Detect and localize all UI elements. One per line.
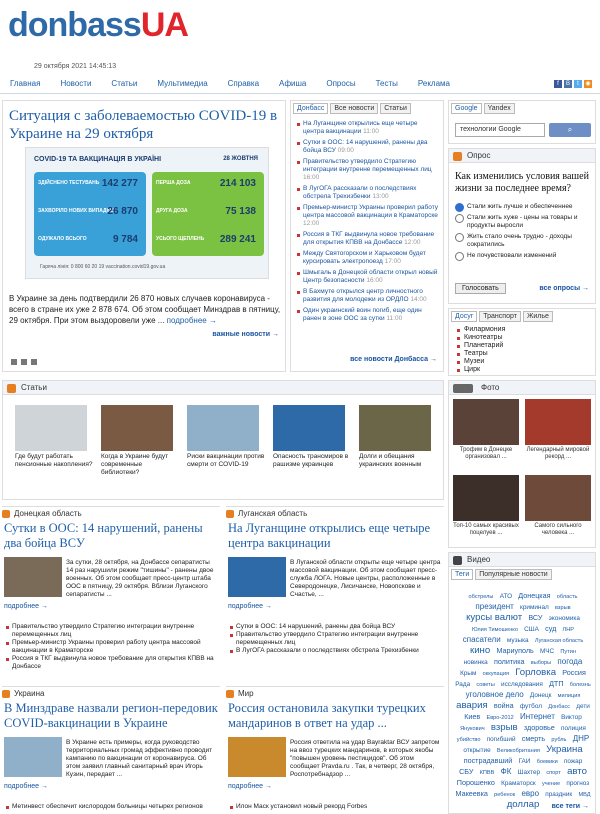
tag-link[interactable]: суд bbox=[545, 624, 557, 633]
leisure-item[interactable]: Театры bbox=[457, 350, 587, 358]
tag-link[interactable]: Виктор bbox=[561, 714, 582, 721]
tag-link[interactable]: дети bbox=[576, 703, 590, 710]
all-tags-link[interactable]: все теги → bbox=[551, 803, 589, 810]
news-item[interactable]: В Бахмуте открылся центр личностного развития для молодежи из ОРДЛО 14:00 bbox=[297, 288, 439, 304]
region-more-link[interactable]: подробнее → bbox=[4, 783, 49, 790]
main-story-more-link[interactable]: подробнее → bbox=[166, 316, 217, 325]
tag-link[interactable]: война bbox=[493, 701, 514, 710]
rss-icon bbox=[7, 384, 16, 393]
news-item[interactable]: Один украинский воин погиб, еще один ранен в зоне ООС за сутки 11:00 bbox=[297, 307, 439, 323]
infographic-cases-panel: ЗДІЙСНЕНО ТЕСТУВАНЬ 142 277 ЗАХВОРІЛО НОВИХ ВИПАДКІВ 26 870 ОДУЖАЛО ВСЬОГО 9 784 bbox=[34, 172, 146, 256]
tag-link[interactable]: Донбасс bbox=[548, 704, 571, 710]
region-more-link[interactable]: подробнее → bbox=[228, 603, 273, 610]
region-title[interactable]: Сутки в ООС: 14 нарушений, ранены два бойца ВСУ bbox=[4, 521, 203, 550]
search-input[interactable]: технологии Google bbox=[455, 123, 545, 137]
tag-link[interactable]: доллар bbox=[506, 799, 540, 810]
tag-link[interactable]: ДНР bbox=[572, 734, 590, 743]
nav-item-reference[interactable]: Справка bbox=[227, 79, 260, 88]
camera-icon bbox=[453, 384, 473, 393]
nav-item-tests[interactable]: Тесты bbox=[375, 79, 398, 88]
tag-link[interactable]: ДТП bbox=[549, 679, 564, 688]
main-story bbox=[2, 100, 286, 372]
tab-leisure[interactable]: Досуг bbox=[451, 311, 477, 322]
tag-link[interactable]: погибший bbox=[486, 736, 516, 743]
tag-link[interactable]: открытие bbox=[463, 747, 491, 754]
region-title[interactable]: На Луганщине открылись еще четыре центра вакцинации bbox=[228, 521, 431, 550]
news-item[interactable]: Между Святогорском и Харьковом будет курсировать электропоезд 17:00 bbox=[297, 250, 439, 266]
tag-link[interactable]: Юлия Тимошенко bbox=[472, 627, 518, 633]
news-box bbox=[290, 100, 444, 372]
rss-icon bbox=[226, 510, 234, 518]
tab-donbass[interactable]: Донбасс bbox=[293, 103, 328, 114]
tag-link[interactable]: Путин bbox=[560, 649, 576, 655]
covid-infographic[interactable] bbox=[25, 147, 269, 279]
news-item[interactable]: На Луганщине открылись еще четыре центра вакцинации 11:00 bbox=[297, 120, 439, 136]
rss-icon bbox=[226, 690, 234, 698]
main-nav bbox=[0, 78, 600, 94]
tag-link[interactable]: Янукович bbox=[460, 726, 485, 732]
vk-icon[interactable]: B bbox=[565, 81, 570, 87]
leisure-item[interactable]: Кинотеатры bbox=[457, 334, 587, 342]
tag-link[interactable]: болезнь bbox=[569, 682, 591, 688]
region-body: В Луганской области открыты еще четыре центра массовой вакцинации. Об этом сообщает пресс-служба ЛОГА. Новые центры, расположенные в Северодонецке, Лисичанске, Новопскове и Счастье, ... bbox=[290, 559, 441, 598]
nav-item-multimedia[interactable]: Мультимедиа bbox=[157, 79, 208, 88]
region-list-item[interactable]: Правительство утвердило Стратегию интеграции внутренне перемещенных лиц bbox=[230, 631, 442, 647]
article-card[interactable] bbox=[101, 405, 181, 477]
leisure-item[interactable]: Музеи bbox=[457, 358, 587, 366]
slider-dot[interactable] bbox=[31, 359, 37, 365]
video-icon bbox=[453, 556, 462, 565]
region-block-world bbox=[226, 686, 444, 814]
tag-link[interactable]: МЧС bbox=[540, 648, 555, 655]
region-thumb[interactable] bbox=[4, 737, 62, 777]
tag-link[interactable]: взрыв bbox=[490, 722, 518, 733]
photo-caption[interactable]: Трофим в Донецке организовал ... bbox=[459, 447, 513, 460]
all-polls-link[interactable]: все опросы → bbox=[539, 285, 589, 292]
tag-link[interactable]: курсы валют bbox=[466, 612, 523, 623]
poll-option[interactable]: Стали жить лучше и обеспеченнее bbox=[455, 203, 589, 211]
news-list bbox=[291, 116, 443, 323]
article-title: Опасность трансмиров в рашизме украинцев bbox=[273, 453, 349, 468]
tag-link[interactable]: погода bbox=[557, 657, 583, 666]
tag-link[interactable]: рубль bbox=[551, 737, 567, 743]
leisure-item[interactable]: Филармония bbox=[457, 326, 587, 334]
infographic-vaccine-panel: ПЕРША ДОЗА 214 103 ДРУГА ДОЗА 75 138 УСЬОГО ЩЕПЛЕНЬ 289 241 bbox=[152, 172, 264, 256]
current-date: 29 октября 2021 14:45:13 bbox=[34, 63, 117, 70]
article-card[interactable] bbox=[359, 405, 439, 469]
rss-icon bbox=[2, 510, 10, 518]
tag-link[interactable]: ЛНР bbox=[562, 627, 574, 633]
poll-question: Как изменились условия вашей жизни за последнее время? bbox=[455, 171, 589, 194]
article-card[interactable] bbox=[15, 405, 95, 469]
tag-link[interactable]: Интернет bbox=[519, 712, 555, 721]
tag-link[interactable]: Евро-2012 bbox=[486, 715, 514, 721]
article-title: Риски вакцинации против смерти от COVID-19 bbox=[187, 453, 265, 468]
tag-link[interactable]: Краматорск bbox=[501, 780, 536, 787]
tag-link[interactable]: спорт bbox=[546, 770, 561, 776]
region-header[interactable]: Мир bbox=[238, 689, 254, 698]
infographic-date: 28 ЖОВТНЯ bbox=[223, 156, 258, 162]
tag-link[interactable]: экономика bbox=[548, 615, 580, 622]
tag-link[interactable]: политика bbox=[493, 657, 525, 666]
tab-transport[interactable]: Транспорт bbox=[479, 311, 521, 322]
region-header[interactable]: Донецкая область bbox=[14, 509, 82, 518]
article-image bbox=[187, 405, 259, 451]
tag-link[interactable]: Макеевка bbox=[455, 789, 488, 798]
region-title[interactable]: В Минздраве назвали регион-передовик COVID-вакцинации в Украине bbox=[4, 701, 218, 730]
tag-link[interactable]: авария bbox=[456, 700, 488, 711]
region-body: Россия ответила на удар Bayraktar ВСУ запретом на ввоз турецких мандаринов, в которых якобы "повышен уровень пестицидов". Об этом сообщает Pravda.ru . Так, в четверг, 28 октября, Роспотребнадзор ... bbox=[290, 739, 440, 778]
infographic-footer: Гаряча лінія: 0 800 60 20 19 vaccination.covid19.gov.ua bbox=[40, 264, 166, 270]
tag-link[interactable]: праздник bbox=[545, 791, 573, 798]
article-card[interactable] bbox=[273, 405, 353, 469]
tab-google[interactable]: Google bbox=[451, 103, 482, 114]
poll-icon bbox=[453, 152, 462, 161]
photo-thumb[interactable] bbox=[453, 475, 519, 521]
tag-link[interactable]: музыка bbox=[506, 637, 529, 644]
video-header: Видео bbox=[467, 555, 491, 564]
poll-option[interactable]: Не почувствовали изменений bbox=[455, 252, 589, 260]
region-body: В Украине есть примеры, когда руководство территориальных громад эффективно проводит кампанию по вакцинации от коронавируса. Об этом заявил главный санитарный врач Игорь Кузин, передает ... bbox=[66, 739, 213, 778]
video-widget bbox=[448, 552, 596, 814]
tag-link[interactable]: область bbox=[556, 594, 578, 600]
nav-item-home[interactable]: Главная bbox=[10, 79, 41, 88]
tag-link[interactable]: убийство bbox=[456, 737, 481, 743]
tag-link[interactable]: обстрелы bbox=[468, 594, 494, 600]
main-story-summary: В Украине за день подтвердили 26 870 новых случаев коронавируса - всего в стране их уже 2 878 674. Об этом сообщает Минздрав в пятницу, 29 октября. При этом выздоровели уже ... подробнее → bbox=[9, 294, 281, 325]
tag-link[interactable]: прогноз bbox=[566, 780, 590, 787]
tag-link[interactable]: смерть bbox=[521, 734, 546, 743]
vote-button[interactable]: Голосовать bbox=[455, 283, 506, 294]
tag-link[interactable]: Донецкая bbox=[518, 591, 551, 600]
tag-link[interactable]: взрыв bbox=[554, 605, 571, 611]
tag-link[interactable]: Мариуполь bbox=[496, 646, 534, 655]
article-title: Когда в Украине будут современные библиотеки? bbox=[101, 453, 169, 476]
tag-link[interactable]: учение bbox=[541, 781, 561, 787]
tag-link[interactable]: ГАИ bbox=[518, 758, 531, 765]
all-donbass-news-link[interactable]: все новости Донбасса → bbox=[350, 356, 437, 363]
tag-link[interactable]: выборы bbox=[530, 660, 552, 666]
region-block-donetsk bbox=[2, 506, 220, 682]
tag-link[interactable]: Крым bbox=[460, 670, 477, 677]
tag-cloud bbox=[453, 591, 593, 810]
tag-link[interactable]: Донецк bbox=[529, 692, 552, 699]
region-title[interactable]: Россия остановила закупки турецких мандаринов в ответ на удар ... bbox=[228, 701, 426, 730]
photo-thumb[interactable] bbox=[453, 399, 519, 445]
tab-all-news[interactable]: Все новости bbox=[330, 103, 378, 114]
nav-item-news[interactable]: Новости bbox=[60, 79, 92, 88]
region-header[interactable]: Украина bbox=[14, 689, 45, 698]
tag-link[interactable]: ВСУ bbox=[528, 613, 543, 622]
tab-articles[interactable]: Статьи bbox=[380, 103, 411, 114]
tab-housing[interactable]: Жилье bbox=[523, 311, 553, 322]
tag-link[interactable]: футбол bbox=[519, 703, 542, 710]
tag-link[interactable]: Россия bbox=[562, 668, 586, 677]
tag-link[interactable]: Луганская область bbox=[534, 638, 584, 644]
search-widget bbox=[448, 100, 596, 144]
region-list-item[interactable]: Россия в ТКГ выдвинула новое требование для открытия КПВВ на Донбассе bbox=[6, 655, 218, 671]
leisure-item[interactable]: Цирк bbox=[457, 366, 587, 374]
region-thumb[interactable] bbox=[228, 737, 286, 777]
tag-link[interactable]: кино bbox=[470, 645, 491, 656]
search-button[interactable] bbox=[549, 123, 591, 137]
rss-icon[interactable]: ◉ bbox=[585, 81, 591, 87]
photo-caption[interactable]: Легендарный мировой рекорд ... bbox=[526, 447, 590, 460]
region-body: За сутки, 28 октября, на Донбассе сепаратисты 14 раз нарушили режим "тишины" - ранены двое военных. Об этом сообщает пресс-центр штаба ООС в пятницу, 29 октября. Вблизи Луганского сепаратисты ... bbox=[66, 559, 214, 598]
poll-widget bbox=[448, 148, 596, 304]
region-thumb[interactable] bbox=[4, 557, 62, 597]
nav-item-afisha[interactable]: Афиша bbox=[279, 79, 307, 88]
tag-link[interactable]: исследования bbox=[501, 681, 543, 688]
photo-thumb[interactable] bbox=[525, 475, 591, 521]
tag-link[interactable]: советы bbox=[476, 682, 495, 688]
tag-link[interactable]: оккупация bbox=[482, 671, 510, 677]
tag-link[interactable]: авто bbox=[567, 766, 587, 777]
region-list-item[interactable]: В ЛугОГА рассказали о последствиях обстрела Трехизбенки bbox=[230, 647, 442, 655]
leisure-item[interactable]: Планетарий bbox=[457, 342, 587, 350]
nav-item-polls[interactable]: Опросы bbox=[326, 79, 356, 88]
photo-caption[interactable]: Топ-10 самых красивых поцелуев ... bbox=[453, 523, 519, 536]
infographic-title: COVID-19 ТА ВАКЦИНАЦІЯ В УКРАЇНІ bbox=[34, 156, 162, 163]
tag-link[interactable]: ФК bbox=[500, 767, 512, 776]
articles-widget bbox=[2, 380, 444, 500]
article-card[interactable] bbox=[187, 405, 267, 469]
tab-tags[interactable]: Теги bbox=[451, 569, 473, 580]
slider-dot[interactable] bbox=[11, 359, 17, 365]
region-list-item[interactable]: Правительство утвердило Стратегию интеграции внутренне перемещенных лиц bbox=[6, 623, 218, 639]
tag-link[interactable]: здоровье bbox=[523, 723, 555, 732]
tab-yandex[interactable]: Yandex bbox=[484, 103, 515, 114]
twitter-icon[interactable]: t bbox=[574, 80, 582, 88]
news-item[interactable]: В ЛугОГА рассказали о последствиях обстрела Трехизбенки 13:00 bbox=[297, 185, 439, 201]
tag-link[interactable]: Рада bbox=[455, 681, 471, 688]
photo-caption[interactable]: Самого сильного человека ... bbox=[534, 523, 582, 536]
tag-link[interactable]: Украина bbox=[546, 744, 583, 755]
article-title: Где будут работать пенсионные накопления? bbox=[15, 453, 93, 468]
tag-link[interactable]: США bbox=[524, 626, 539, 633]
tag-link[interactable]: пострадавший bbox=[463, 756, 513, 765]
tag-link[interactable]: спасатели bbox=[462, 635, 501, 644]
tag-link[interactable]: АТО bbox=[499, 593, 513, 600]
tag-link[interactable]: полиция bbox=[561, 725, 586, 732]
region-block-ukraine bbox=[2, 686, 220, 814]
tag-link[interactable]: уголовное дело bbox=[465, 690, 524, 699]
region-header[interactable]: Луганская область bbox=[238, 509, 308, 518]
slider-dots bbox=[11, 359, 37, 365]
tag-link[interactable]: пожар bbox=[563, 758, 583, 765]
region-block-lugansk bbox=[226, 506, 444, 682]
article-image bbox=[273, 405, 345, 451]
news-item[interactable]: Шмыгаль в Донецкой области открыл новый Центр безопасности 16:00 bbox=[297, 269, 439, 285]
tag-link[interactable]: МВД bbox=[578, 792, 591, 798]
main-story-title[interactable]: Ситуация с заболеваемостью COVID-19 в Украине на 29 октября bbox=[9, 108, 278, 142]
region-list-item[interactable]: Илон Маск установил новый рекорд Forbes bbox=[230, 803, 442, 811]
region-list-item[interactable]: Сутки в ООС: 14 нарушений, ранены два бойца ВСУ bbox=[230, 623, 442, 631]
tag-link[interactable]: Горловка bbox=[515, 667, 557, 678]
news-item[interactable]: Россия в ТКГ выдвинула новое требование для открытия КПВВ на Донбассе 12:00 bbox=[297, 231, 439, 247]
poll-option[interactable]: Стали жить хуже - цены на товары и продукты выросли bbox=[455, 214, 589, 230]
social-icons bbox=[554, 80, 592, 88]
tab-popular-news[interactable]: Популярные новости bbox=[475, 569, 551, 580]
article-image bbox=[101, 405, 173, 451]
tag-link[interactable]: Великобритания bbox=[496, 748, 540, 754]
news-item[interactable]: Правительство утвердило Стратегию интеграции внутренне перемещенных лиц 16:00 bbox=[297, 158, 439, 182]
tag-link[interactable]: милиция bbox=[557, 693, 581, 699]
tag-link[interactable]: СБУ bbox=[459, 767, 474, 776]
tag-link[interactable]: президент bbox=[475, 602, 514, 611]
tag-link[interactable]: Порошенко bbox=[456, 778, 495, 787]
important-news-link[interactable]: важные новости → bbox=[212, 331, 279, 338]
region-thumb[interactable] bbox=[228, 557, 286, 597]
region-more-link[interactable]: подробнее → bbox=[4, 603, 49, 610]
rss-icon bbox=[2, 690, 10, 698]
news-item[interactable]: Сутки в ООС: 14 нарушений, ранены два бойца ВСУ 09:00 bbox=[297, 139, 439, 155]
tag-link[interactable]: КПВВ bbox=[479, 770, 495, 776]
articles-header: Статьи bbox=[21, 383, 47, 392]
region-more-link[interactable]: подробнее → bbox=[228, 783, 273, 790]
tag-link[interactable]: Киев bbox=[464, 712, 481, 721]
tag-link[interactable]: криминал bbox=[520, 604, 549, 611]
article-image bbox=[15, 405, 87, 451]
region-list-item[interactable]: Премьер-министр Украины проверил работу центра массовой вакцинации в Краматорске bbox=[6, 639, 218, 655]
article-image bbox=[359, 405, 431, 451]
photo-header: Фото bbox=[481, 383, 500, 392]
leisure-widget bbox=[448, 308, 596, 376]
tag-link[interactable]: ребенок bbox=[494, 792, 516, 798]
nav-item-articles[interactable]: Статьи bbox=[111, 79, 138, 88]
nav-item-ads[interactable]: Реклама bbox=[417, 79, 450, 88]
search-icon: ⌕ bbox=[567, 125, 573, 134]
article-title: Долги и обещания украинских военным bbox=[359, 453, 422, 468]
poll-option[interactable]: Жить стало очень трудно - доходы сократились bbox=[455, 233, 589, 249]
tag-link[interactable]: боевики bbox=[536, 759, 558, 765]
tag-link[interactable]: евро bbox=[521, 789, 540, 798]
region-list-item[interactable]: Метинвест обеспечит кислородом больницы четырех регионов bbox=[6, 803, 218, 811]
tag-link[interactable]: новинка bbox=[463, 659, 488, 666]
poll-header: Опрос bbox=[467, 151, 491, 160]
slider-dot[interactable] bbox=[21, 359, 27, 365]
facebook-icon[interactable]: f bbox=[554, 80, 562, 88]
site-logo[interactable]: donbassUA bbox=[8, 6, 188, 44]
photo-thumb[interactable] bbox=[525, 399, 591, 445]
tag-link[interactable]: Шахтер bbox=[517, 769, 541, 776]
photo-widget bbox=[448, 380, 596, 548]
news-item[interactable]: Премьер-министр Украины проверил работу центра массовой вакцинации в Краматорске 12:00 bbox=[297, 204, 439, 228]
